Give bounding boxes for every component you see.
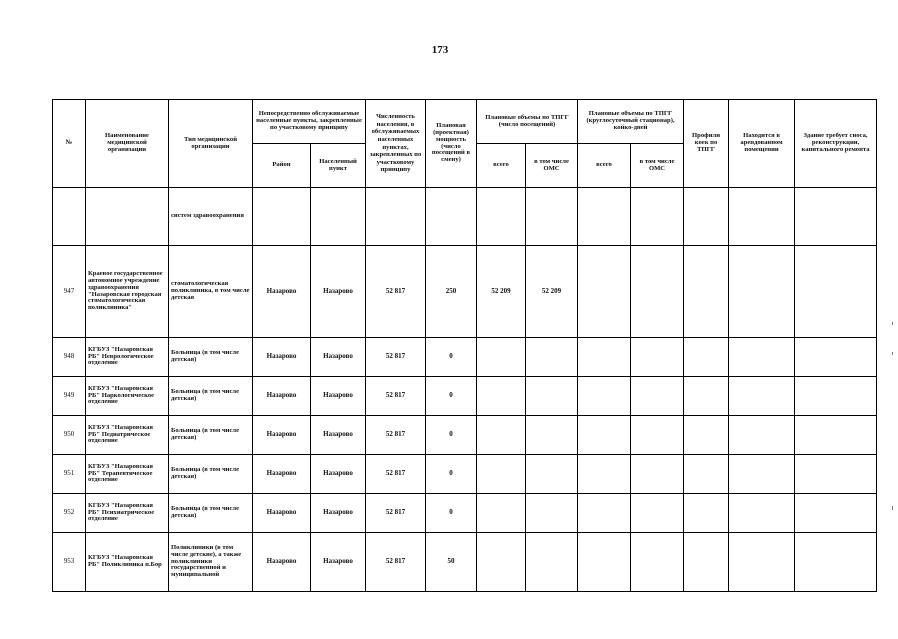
cell-population: 52 817 — [366, 377, 426, 416]
header-settlement: Населенный пункт — [311, 144, 366, 188]
cell-capacity: 250 — [426, 246, 477, 338]
medical-organizations-table — [52, 99, 877, 592]
cell-beds-oms — [631, 455, 684, 494]
cell-visits-oms — [526, 377, 578, 416]
cell-leased — [729, 338, 795, 377]
header-visits-total: всего — [477, 144, 526, 188]
cell-beds-total — [578, 377, 631, 416]
cell-beds-total — [578, 416, 631, 455]
cell-settlement: Назарово — [311, 494, 366, 533]
header-district: Район — [253, 144, 311, 188]
cell-settlement: Назарово — [311, 246, 366, 338]
header-leased: Находится в арендованном помещении — [729, 100, 795, 188]
cell-name: КГБУЗ "Назаровская РБ" Наркологическое отделение — [86, 377, 169, 416]
header-tpgg-visits: Плановые объемы по ТПГГ (число посещений) — [477, 100, 578, 144]
cell-name: КГБУЗ "Назаровская РБ" Поликлиника п.Бор — [86, 533, 169, 592]
cell-repair — [795, 377, 877, 416]
cell-beds-oms — [631, 494, 684, 533]
cell-leased — [729, 416, 795, 455]
cell-capacity: 0 — [426, 338, 477, 377]
cell-capacity: 0 — [426, 494, 477, 533]
cell-capacity: 50 — [426, 533, 477, 592]
header-beds-oms: в том числе ОМС — [631, 144, 684, 188]
cell-name: Краевое государственное автономное учреждение здравоохранения "Назаровская городская стоматологическая поликлиника" — [86, 246, 169, 338]
header-tpgg-beds: Плановые объемы по ТПГГ (круглосуточный стационар), койко-дней — [578, 100, 684, 144]
table-row-continuation — [53, 188, 877, 246]
cell-beds-oms — [631, 533, 684, 592]
cell-leased — [729, 494, 795, 533]
cell-district: Назарово — [253, 533, 311, 592]
table-row — [53, 338, 877, 377]
cell-num: 951 — [53, 455, 86, 494]
cell-repair — [795, 338, 877, 377]
cell-repair — [795, 533, 877, 592]
cell-profile — [684, 416, 729, 455]
cell-district: Назарово — [253, 416, 311, 455]
header-repair: Здание требует сноса, реконструкции, капитального ремонта — [795, 100, 877, 188]
cell-district: Назарово — [253, 246, 311, 338]
cell-beds-total — [578, 494, 631, 533]
cell-type: Поликлиники (в том числе детские), а также поликлиники государственной и муниципальной — [169, 533, 253, 592]
header-served-points: Непосредственно обслуживаемые населенные пункты, закрепленные по участковому принципу — [253, 100, 366, 144]
cell-num: 950 — [53, 416, 86, 455]
cell-beds-oms — [631, 246, 684, 338]
cell-settlement: Назарово — [311, 416, 366, 455]
table-row — [53, 494, 877, 533]
cell-type: Больница (в том числе детская) — [169, 494, 253, 533]
table-row — [53, 533, 877, 592]
header-name: Наименование медицинской организации — [86, 100, 169, 188]
cell-leased — [729, 377, 795, 416]
cell-settlement: Назарово — [311, 455, 366, 494]
cell-visits-oms — [526, 533, 578, 592]
table-row — [53, 246, 877, 338]
scan-mark — [892, 506, 893, 510]
cell-population: 52 817 — [366, 494, 426, 533]
cell-type: Больница (в том числе детская) — [169, 416, 253, 455]
cell-num: 947 — [53, 246, 86, 338]
cell-visits-total — [477, 377, 526, 416]
cell-population: 52 817 — [366, 416, 426, 455]
cell-beds-oms — [631, 416, 684, 455]
table-row — [53, 416, 877, 455]
cell-settlement: Назарово — [311, 377, 366, 416]
cell-beds-oms — [631, 377, 684, 416]
cell-population: 52 817 — [366, 455, 426, 494]
cell-num: 953 — [53, 533, 86, 592]
cell-repair — [795, 416, 877, 455]
cell-repair — [795, 494, 877, 533]
cell-capacity: 0 — [426, 416, 477, 455]
scan-mark — [892, 322, 893, 325]
cell-type: Больница (в том числе детская) — [169, 377, 253, 416]
cell-visits-oms — [526, 494, 578, 533]
cell-name: КГБУЗ "Назаровская РБ" Педиатрическое отделение — [86, 416, 169, 455]
cell-beds-total — [578, 338, 631, 377]
header-profile-beds: Профили коек по ТПГГ — [684, 100, 729, 188]
cell-profile — [684, 494, 729, 533]
cell-name: КГБУЗ "Назаровская РБ" Неврологическое отделение — [86, 338, 169, 377]
cell-settlement: Назарово — [311, 338, 366, 377]
cell-district: Назарово — [253, 377, 311, 416]
header-capacity: Плановая (проектная) мощность (число посещений в смену) — [426, 100, 477, 188]
cell-num: 952 — [53, 494, 86, 533]
page-number: 173 — [431, 44, 449, 56]
cell-capacity: 0 — [426, 377, 477, 416]
table-row — [53, 377, 877, 416]
cell-name: КГБУЗ "Назаровская РБ" Терапевтическое отделение — [86, 455, 169, 494]
cell-profile — [684, 533, 729, 592]
cell-repair — [795, 246, 877, 338]
cell-type: стоматологическая поликлиника, в том числе детская — [169, 246, 253, 338]
header-beds-total: всего — [578, 144, 631, 188]
scan-mark — [892, 352, 893, 355]
cell-type: Больница (в том числе детская) — [169, 338, 253, 377]
cell-num: 948 — [53, 338, 86, 377]
header-visits-oms: в том числе ОМС — [526, 144, 578, 188]
cell-num: 949 — [53, 377, 86, 416]
cell-population: 52 817 — [366, 246, 426, 338]
cell-district: Назарово — [253, 455, 311, 494]
cell-leased — [729, 246, 795, 338]
cell-district: Назарово — [253, 494, 311, 533]
cell-beds-total — [578, 246, 631, 338]
cell-repair — [795, 455, 877, 494]
cell-beds-total — [578, 455, 631, 494]
header-type: Тип медицинской организации — [169, 100, 253, 188]
header-num: № — [53, 100, 86, 188]
cell-profile — [684, 338, 729, 377]
header-population: Численность населения, в обслуживаемых населенных пунктах, закрепленных по участковому принципу — [366, 100, 426, 188]
cell-name: КГБУЗ "Назаровская РБ" Психиатрическое отделение — [86, 494, 169, 533]
cell-district: Назарово — [253, 338, 311, 377]
cell-visits-oms — [526, 455, 578, 494]
cell-type: систем здравоохранения — [169, 188, 253, 246]
cell-visits-total: 52 209 — [477, 246, 526, 338]
cell-population: 52 817 — [366, 338, 426, 377]
cell-profile — [684, 455, 729, 494]
cell-type: Больница (в том числе детская) — [169, 455, 253, 494]
cell-visits-total — [477, 416, 526, 455]
cell-profile — [684, 246, 729, 338]
cell-visits-oms — [526, 338, 578, 377]
cell-visits-total — [477, 455, 526, 494]
cell-visits-total — [477, 533, 526, 592]
cell-capacity: 0 — [426, 455, 477, 494]
cell-leased — [729, 455, 795, 494]
cell-beds-oms — [631, 338, 684, 377]
cell-visits-oms: 52 209 — [526, 246, 578, 338]
cell-visits-oms — [526, 416, 578, 455]
cell-leased — [729, 533, 795, 592]
cell-settlement: Назарово — [311, 533, 366, 592]
cell-population: 52 817 — [366, 533, 426, 592]
cell-profile — [684, 377, 729, 416]
cell-visits-total — [477, 494, 526, 533]
table-row — [53, 455, 877, 494]
cell-visits-total — [477, 338, 526, 377]
cell-beds-total — [578, 533, 631, 592]
